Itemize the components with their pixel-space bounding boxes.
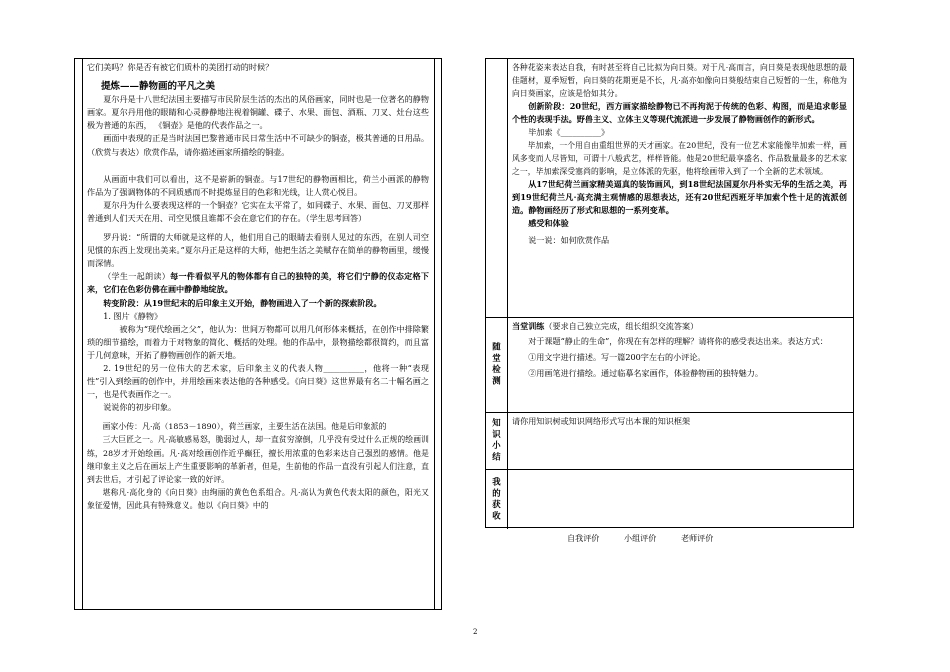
paragraph-comparison: 从画面中我们可以看出，这不是崭新的铜壶。与17世纪的静物画相比，荷兰小画派的静物作品为了强调物体的不同质感而不时提炼显目的色彩和光线，让人赏心悦目。 xyxy=(87,173,429,197)
drill-note: （要求自己独立完成，组长组织交流答案） xyxy=(544,321,699,331)
left-lesson-frame xyxy=(74,58,442,610)
feel-experience: 感受和体验 xyxy=(528,218,569,228)
knowledge-summary-row xyxy=(486,412,853,469)
paragraph-chardin: 夏尔丹是十八世纪法国主要描写市民阶层生活的杰出的风俗画家，同时也是一位著名的静物画家。夏尔丹用他的眼睛和心灵静静地注视着铜罐、碟子、水果、面包、酒瓶、刀叉、灶台这些极为普通的东西， 《铜壶》是他的代表作品之一。 xyxy=(87,94,429,131)
left-margin-column xyxy=(75,59,83,609)
paragraph-reading xyxy=(87,270,429,296)
classroom-test-body xyxy=(512,320,847,381)
drill-option-2: ②用画笔进行描绘。通过临摹名家画作，体验静物画的独特魅力。 xyxy=(528,368,763,378)
section-heading: 提炼——静物画的平凡之美 xyxy=(101,81,216,93)
discussion-prompt: 说一说：如何欣赏作品 xyxy=(528,235,610,245)
reading-text: 每一件看似平凡的物体都有自己的独特的美，将它们宁静的仪态定格下来，它们在色彩仿佛在画中静静地绽放。 xyxy=(87,271,429,295)
paragraph-copper-pot: 画面中表现的正是当时法国巴黎普通市民日常生活中不可缺少的铜壶，极其普通的日用品。（欣赏与表达）欣赏作品，请你描述画家所描绘的铜壶。 xyxy=(87,133,429,157)
classroom-test-label: 随堂检测 xyxy=(486,318,508,412)
self-evaluation: 自我评价 xyxy=(567,533,600,543)
classroom-test-row xyxy=(486,317,853,412)
evaluation-line xyxy=(567,533,735,544)
right-lesson-content xyxy=(512,61,847,247)
intro-question: 它们美吗？你是否有被它们质朴的美团打动的时候？ xyxy=(87,62,274,72)
picasso-bio: 毕加索，一个用自由重组世界的天才画家。在20世纪，没有一位艺术家能像毕加索一样，画风多变而人尽皆知，可谓十八般武艺，样样皆能。他是20世纪最享盛名、作品数量最多的艺术家之一，毕加索深受塞尚的影响，是立体派的先驱，他将绘画带入到了一个全新的艺术领域。 xyxy=(512,141,847,176)
paragraph-why: 夏尔丹为什么要表现这样的一个铜壶？它实在太平常了，如同碟子、水果、面包、刀叉那样普通到人们天天在用、司空见惯且谁都不会在意它们的存在。（学生思考回答） xyxy=(87,199,429,223)
transition-stage: 转变阶段：从19世纪末的后印象主义开始，静物画进入了一个新的探索阶段。 xyxy=(103,297,382,308)
group-evaluation: 小组评价 xyxy=(623,533,657,543)
drill-title: 当堂训练 xyxy=(512,321,545,331)
my-gains-label: 我的获收 xyxy=(486,470,508,529)
paragraph-van-gogh-question: 2. 19世纪的另一位伟大的艺术家，后印象主义的代表人物__________，他将一种“表现性”引入到绘画的创作中，并用绘画来表达他的各种感受。《向日葵》这世界最有名二十幅名画之一，也是代表画作之一。 xyxy=(87,362,429,400)
reading-note: （学生一起朗读） xyxy=(103,271,171,282)
sunflowers-continued: 各种花姿来表达自我，有时甚至将自己比拟为向日葵。对于凡·高而言，向日葵是表现他思想的最佳题材，夏季短暂，向日葵的花期更是不长，凡·高亦如像向日葵般结束自己短暂的一生，称他为向日葵画家，应该是恰如其分。 xyxy=(512,63,847,98)
page-number: 2 xyxy=(473,628,478,636)
my-gains-row xyxy=(486,469,853,529)
paragraph-cezanne: 被称为“现代绘画之父”，他认为：世间万物都可以用几何形体来概括，在创作中排除繁琐的细节描绘，而着力于对物象的简化、概括的处理。他的作品中，景物描绘都很简约，而且富于几何意味，开拓了静物画创作的新天地。 xyxy=(87,323,429,360)
teacher-evaluation: 老师评价 xyxy=(680,533,714,543)
picture-still-life: 1. 图片《静物》 xyxy=(103,310,163,321)
left-lesson-content xyxy=(87,61,429,512)
right-lesson-frame xyxy=(485,58,854,528)
summary-instruction: 请你用知识树或知识网络形式写出本课的知识框架 xyxy=(512,416,691,426)
right-margin-column xyxy=(486,59,508,317)
knowledge-summary-label: 知识小结 xyxy=(486,413,508,469)
knowledge-summary-body xyxy=(512,415,847,428)
right-margin-column xyxy=(434,59,441,609)
drill-question: 对于课题“静止的生命”，你现在有怎样的理解？请将你的感受表达出来。表达方式： xyxy=(528,336,828,346)
picasso-title: 毕加索《__________》 xyxy=(528,127,610,137)
sunflowers-text: 堪称凡·高化身的《向日葵》由绚丽的黄色色系组合。凡·高认为黄色代表太阳的颜色，阳光又象征爱情，因此具有特殊意义。他以《向日葵》中的 xyxy=(87,487,429,510)
drill-option-1: ①用文字进行描述。写一篇200字左右的小评论。 xyxy=(528,352,706,362)
innovation-stage: 创新阶段：20世纪，西方画家描绘静物已不再拘泥于传统的色彩、构图，而是追求彰显个性的表现手法。野兽主义、立体主义等现代流派进一步发展了静物画创作的新形式。 xyxy=(512,101,847,124)
summary-evolution: 从17世纪荷兰画家精美逼真的装饰画风，到18世纪法国夏尔丹朴实无华的生活之美，再到19世纪荷兰凡·高充满主观情感的思想表达，还有20世纪西班牙毕加索个性十足的流派创造。静物画经历了形式和思想的一系列变革。 xyxy=(512,179,847,215)
first-impression: 说说你的初步印象。 xyxy=(103,402,177,413)
artist-bio: 三大巨匠之一。凡·高敏感易怒，脆弱过人，却一直贫穷潦倒，几乎没有受过什么正规的绘画训练，28岁才开始绘画。凡·高对绘画创作近乎癫狂，擅长用浓重的色彩来达自己强烈的感情。他是继印象主义之后在画坛上产生重要影响的革新者，但是，生前他的作品一直没有引起人们注意，直到去世后，才引起了评论家一致的好评。 xyxy=(87,435,429,484)
artist-bio-intro: 画家小传：凡·高（1853－1890），荷兰画家，主要生活在法国。他是后印象派的 xyxy=(102,422,387,432)
paragraph-rodin: 罗丹说：“所谓的大师就是这样的人，他们用自己的眼睛去看别人见过的东西，在别人司空见惯的东西上发现出美来。”夏尔丹正是这样的大师，他把生活之美赋存在简单的静物画里，缓慢而深情。 xyxy=(87,232,429,269)
